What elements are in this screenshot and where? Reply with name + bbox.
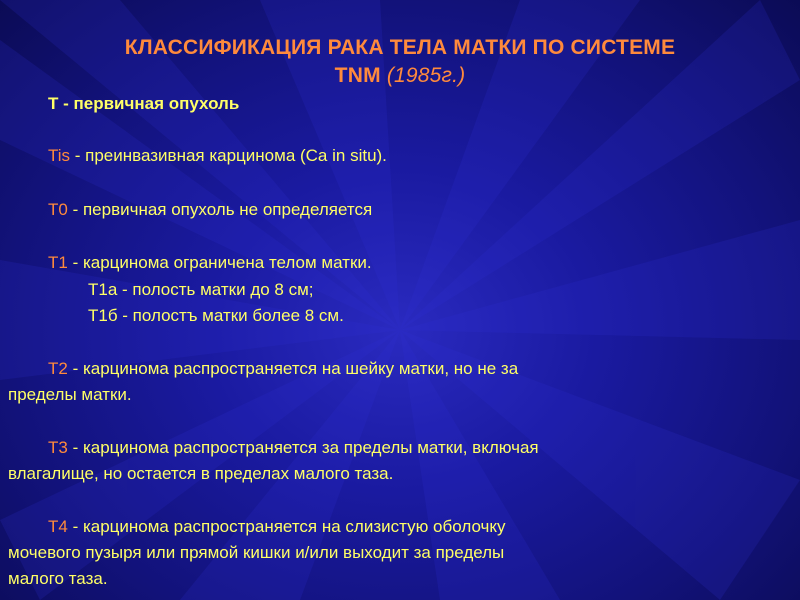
title-year: (1985г.) [386,64,466,87]
item-text: - преинвазивная карцинома (Ca in situ). [70,146,387,165]
item-text: - первичная опухоль не определяется [67,200,373,219]
list-item-t2-cont: пределы матки. [8,385,132,404]
page-title-line-1: КЛАССИФИКАЦИЯ РАКА ТЕЛА МАТКИ ПО СИСТЕМЕ [124,36,676,59]
item-text: - карцинома ограничена телом матки. [67,253,372,272]
list-item-t1b: T1б - полостъ матки более 8 см. [88,306,344,325]
item-code: T2 [48,359,68,378]
list-item-t4-cont2: малого таза. [8,569,108,588]
list-item-t2 [48,359,518,379]
list-item-tis [48,146,387,166]
list-item-t0 [48,200,372,220]
item-code: Tis [48,146,71,165]
item-text: - карцинома распространяется на слизистую оболочку [67,517,506,536]
list-item-t3 [48,438,539,458]
item-text: - карцинома распространяется на шейку матки, но не за [67,359,519,378]
item-code: T3 [48,438,68,457]
list-item-t1 [48,253,372,273]
item-code: T4 [48,517,68,536]
item-text: - карцинома распространяется за пределы матки, включая [67,438,539,457]
item-code: T1 [48,253,68,272]
title-tnm: TNM [334,64,381,87]
section-heading: Т - первичная опухоль [48,94,240,113]
list-item-t1a: T1а - полость матки до 8 см; [88,280,314,299]
list-item-t4 [48,517,506,537]
list-item-t3-cont: влагалище, но остается в пределах малого таза. [8,464,394,483]
item-code: T0 [48,200,68,219]
list-item-t4-cont: мочевого пузыря или прямой кишки и/или выходит за пределы [8,543,505,562]
page-title-line-2 [0,64,800,88]
